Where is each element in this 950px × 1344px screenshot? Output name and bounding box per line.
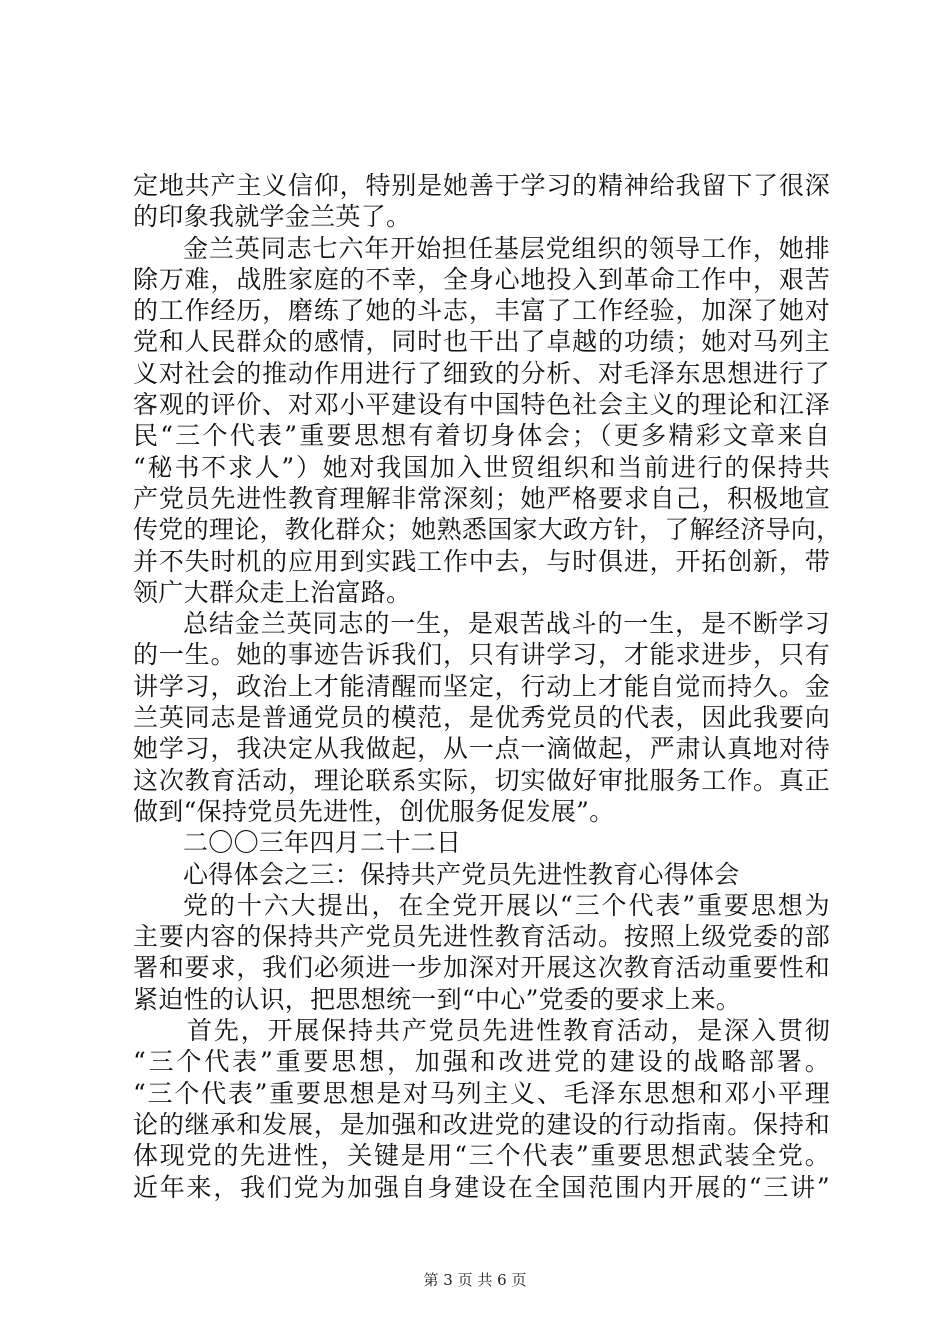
text-line: 民“三个代表”重要思想有着切身体会；（更多精彩文章来自 bbox=[133, 421, 830, 451]
date-line: 二〇〇三年四月二十二日 bbox=[183, 828, 462, 858]
text-line: 紧迫性的认识，把思想统一到“中心”党委的要求上来。 bbox=[133, 984, 742, 1014]
text-line: 她学习，我决定从我做起，从一点一滴做起，严肃认真地对待 bbox=[133, 734, 830, 764]
paragraph-start-line: 首先，开展保持共产党员先进性教育活动，是深入贯彻 bbox=[187, 1016, 830, 1046]
page-footer bbox=[0, 1270, 950, 1290]
text-line: 传党的理论，教化群众；她熟悉国家大政方针，了解经济导向， bbox=[133, 515, 842, 545]
text-line: 的印象我就学金兰英了。 bbox=[133, 202, 412, 232]
text-line: “三个代表”重要思想是对马列主义、毛泽东思想和邓小平理 bbox=[133, 1078, 830, 1108]
text-line: 讲学习，政治上才能清醒而坚定，行动上才能自觉而持久。金 bbox=[133, 671, 830, 701]
text-line: 除万难，战胜家庭的不幸，全身心地投入到革命工作中，艰苦 bbox=[133, 264, 830, 294]
text-line: 的一生。她的事迹告诉我们，只有讲学习，才能求进步，只有 bbox=[133, 640, 830, 670]
text-line: 义对社会的推动作用进行了细致的分析、对毛泽东思想进行了 bbox=[133, 358, 830, 388]
paragraph-start-line: 总结金兰英同志的一生，是艰苦战斗的一生，是不断学习 bbox=[183, 609, 830, 639]
text-line: 主要内容的保持共产党员先进性教育活动。按照上级党委的部 bbox=[133, 922, 830, 952]
text-line: 兰英同志是普通党员的模范，是优秀党员的代表，因此我要向 bbox=[133, 703, 830, 733]
text-line: 党和人民群众的感情，同时也干出了卓越的功绩；她对马列主 bbox=[133, 327, 830, 357]
text-line: 产党员先进性教育理解非常深刻；她严格要求自己，积极地宣 bbox=[133, 483, 830, 513]
text-line: 署和要求，我们必须进一步加深对开展这次教育活动重要性和 bbox=[133, 953, 830, 983]
paragraph-start-line: 金兰英同志七六年开始担任基层党组织的领导工作，她排 bbox=[183, 233, 830, 263]
text-line: “秘书不求人”）她对我国加入世贸组织和当前进行的保持共 bbox=[133, 452, 830, 482]
text-line: 这次教育活动，理论联系实际，切实做好审批服务工作。真正 bbox=[133, 765, 830, 795]
page-number: 第 3 页 共 6 页 bbox=[423, 1271, 527, 1289]
text-line: 客观的评价、对邓小平建设有中国特色社会主义的理论和江泽 bbox=[133, 390, 830, 420]
section-heading: 心得体会之三：保持共产党员先进性教育心得体会 bbox=[183, 859, 740, 889]
text-line: 领广大群众走上治富路。 bbox=[133, 577, 412, 607]
text-line: 做到“保持党员先进性，创优服务促发展”。 bbox=[133, 796, 615, 826]
document-body bbox=[133, 170, 842, 1203]
text-line: 体现党的先进性，关键是用“三个代表”重要思想武装全党。 bbox=[133, 1141, 830, 1171]
text-line: 近年来，我们党为加强自身建设在全国范围内开展的“三讲” bbox=[133, 1172, 830, 1202]
text-line: “三个代表”重要思想，加强和改进党的建设的战略部署。 bbox=[133, 1047, 830, 1077]
text-line: 论的继承和发展，是加强和改进党的建设的行动指南。保持和 bbox=[133, 1109, 830, 1139]
text-line: 定地共产主义信仰，特别是她善于学习的精神给我留下了很深 bbox=[133, 171, 830, 200]
paragraph-start-line: 党的十六大提出，在全党开展以“三个代表”重要思想为 bbox=[183, 890, 830, 920]
text-line: 的工作经历，磨练了她的斗志，丰富了工作经验，加深了她对 bbox=[133, 296, 830, 326]
text-line: 并不失时机的应用到实践工作中去，与时俱进，开拓创新，带 bbox=[133, 546, 830, 576]
